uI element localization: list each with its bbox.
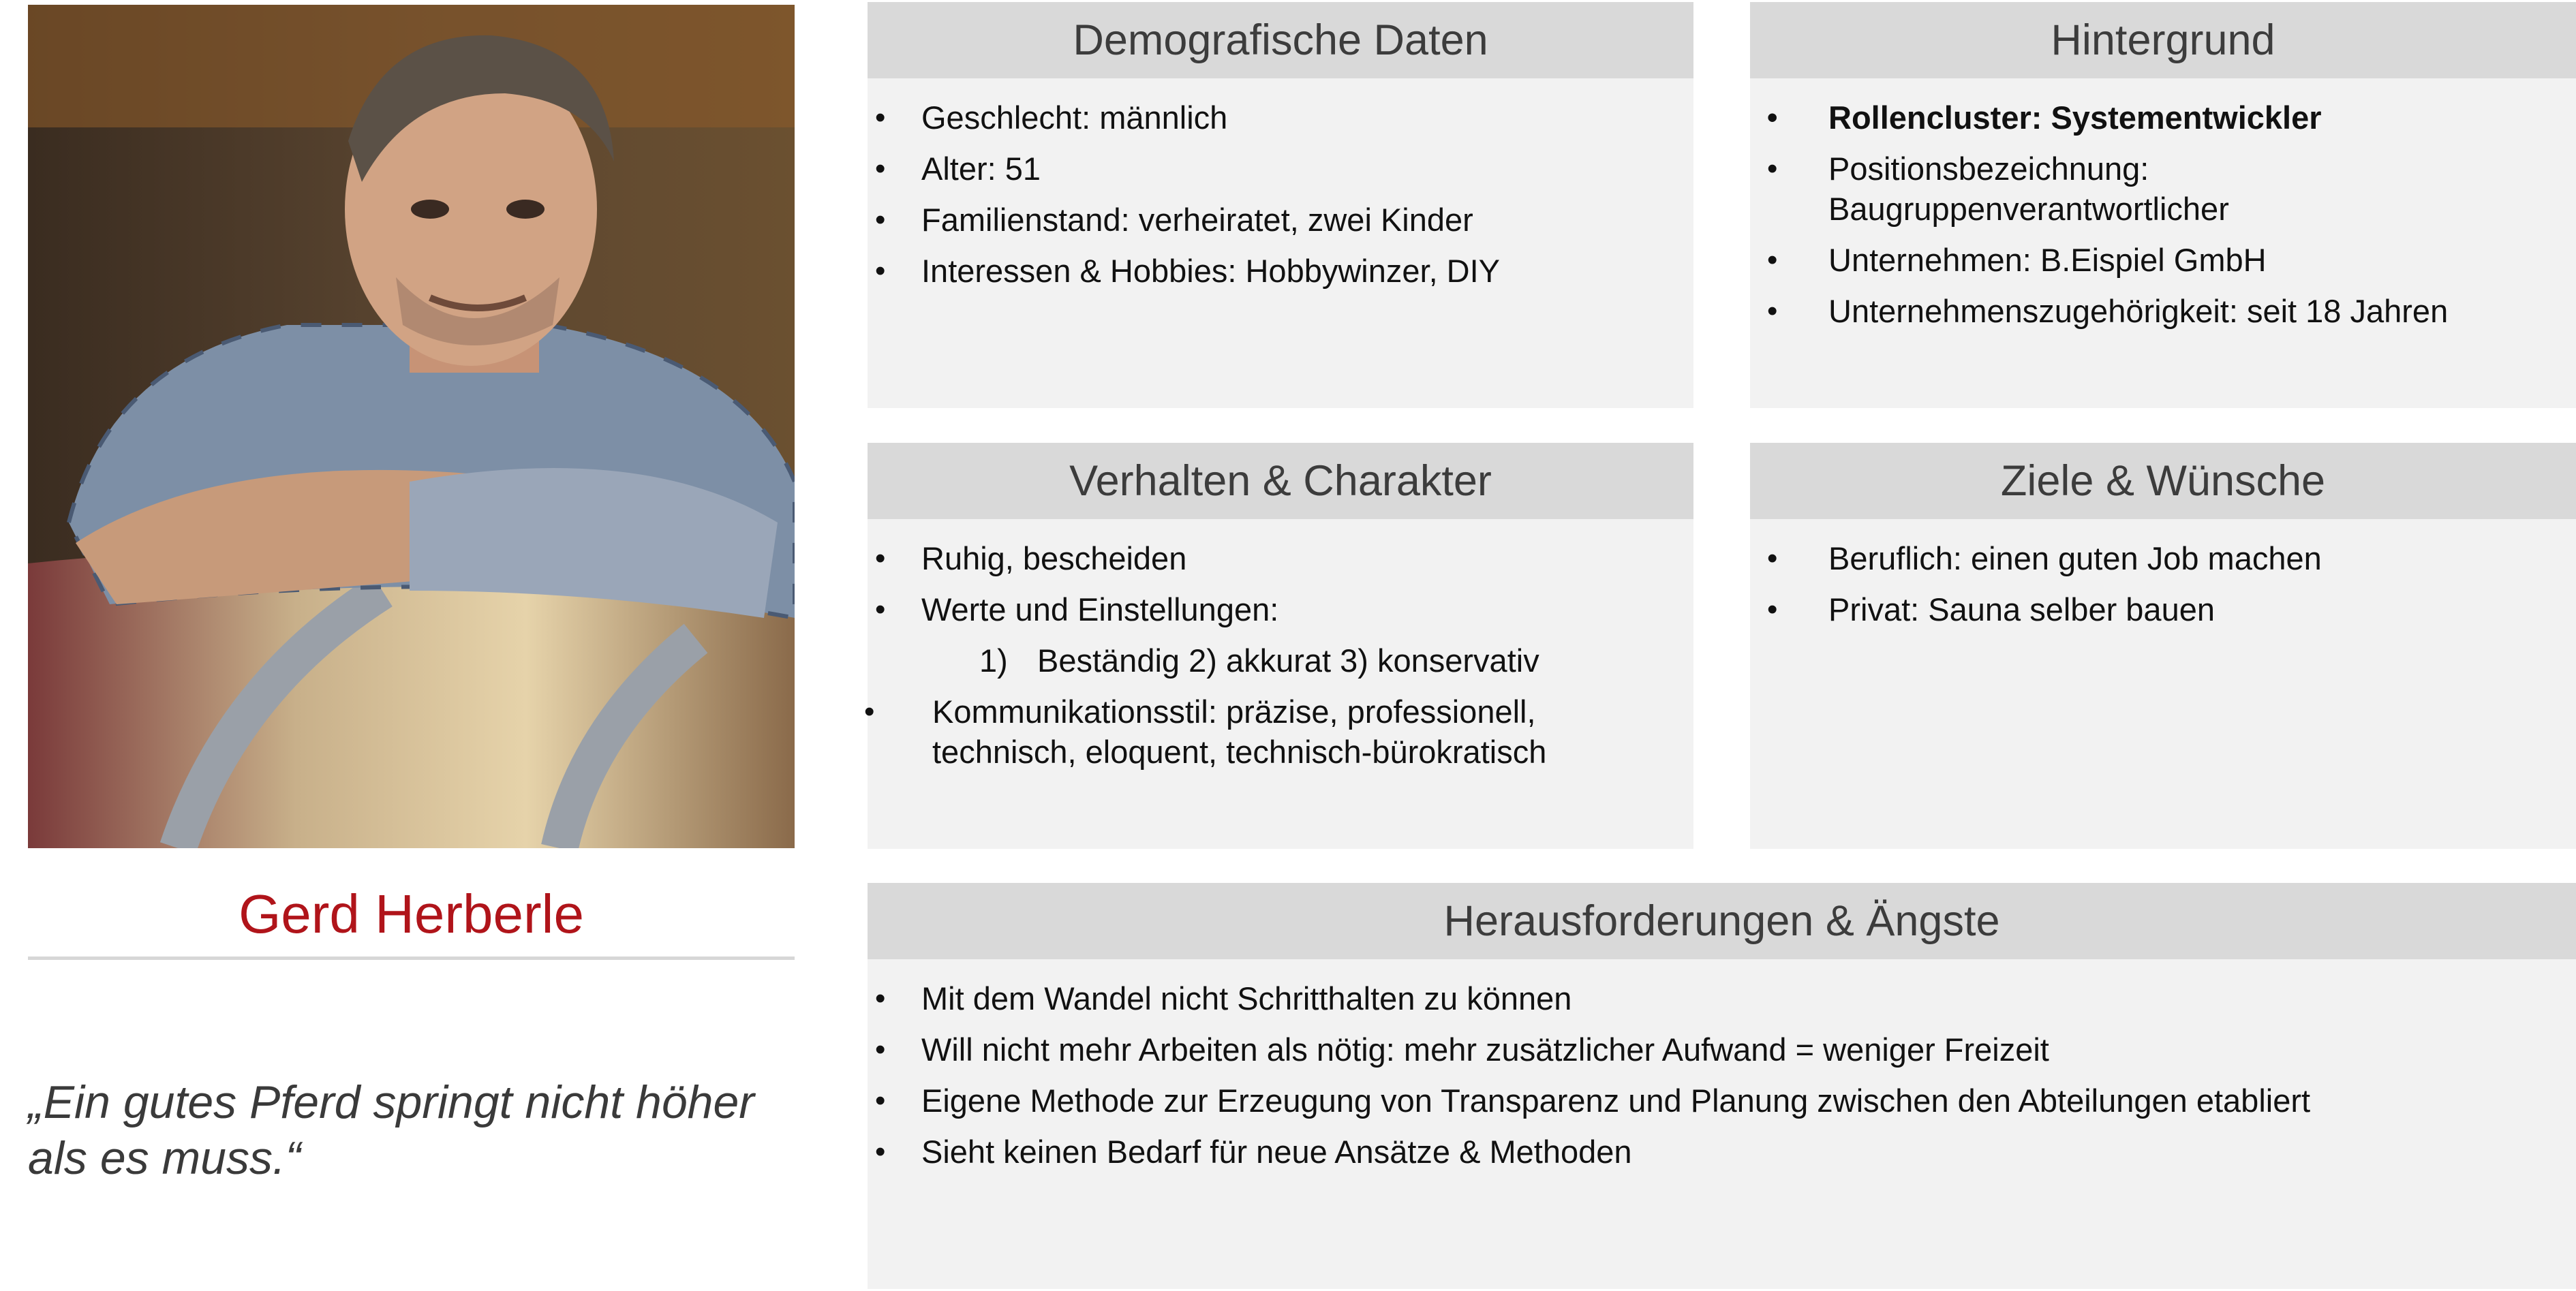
hintergrund-list <box>1767 97 2576 331</box>
list-item: • Kommunikationsstil: präzise, professionell, technisch, eloquent, technisch-bürokratisch <box>921 691 1586 772</box>
persona-photo <box>28 5 795 848</box>
panel-title: Ziele & Wünsche <box>1750 443 2576 519</box>
bullet-icon: • <box>1767 243 1778 277</box>
panel-hintergrund <box>1750 2 2576 408</box>
bullet-icon: • <box>864 695 875 728</box>
bullet-icon: • <box>875 542 886 575</box>
verhalten-list <box>864 538 1693 772</box>
bullet-icon: • <box>875 101 886 134</box>
bullet-icon: • <box>875 254 886 287</box>
list-item: • Unternehmenszugehörigkeit: seit 18 Jahren <box>1828 291 2576 331</box>
list-item: • Geschlecht: männlich <box>921 97 1693 138</box>
list-item: • Familienstand: verheiratet, zwei Kinder <box>921 200 1693 240</box>
panel-ziele-wuensche <box>1750 443 2576 849</box>
list-item: • Rollencluster: Systementwickler <box>1828 97 2576 138</box>
bullet-icon: • <box>875 982 886 1015</box>
panel-verhalten-charakter <box>864 443 1693 849</box>
panel-title: Demografische Daten <box>868 2 1693 78</box>
persona-quote: „Ein gutes Pferd springt nicht höher als es muss.“ <box>28 1076 754 1184</box>
bullet-icon: • <box>875 152 886 185</box>
panel-demografische-daten <box>868 2 1693 408</box>
panel-title: Herausforderungen & Ängste <box>868 883 2576 959</box>
panel-title: Verhalten & Charakter <box>868 443 1693 519</box>
name-divider <box>28 956 795 960</box>
list-item: • Privat: Sauna selber bauen <box>1828 589 2576 629</box>
bullet-icon: • <box>875 203 886 236</box>
list-item: • Sieht keinen Bedarf für neue Ansätze & Methoden <box>921 1132 2576 1172</box>
bullet-icon: • <box>1767 152 1778 185</box>
list-item: • Werte und Einstellungen: <box>921 589 1693 629</box>
list-item: • Will nicht mehr Arbeiten als nötig: mehr zusätzlicher Aufwand = weniger Freizeit <box>921 1029 2576 1070</box>
bullet-icon: • <box>875 1135 886 1168</box>
herausforderungen-list <box>875 978 2576 1172</box>
bullet-icon: • <box>1767 593 1778 626</box>
bullet-icon: • <box>1767 294 1778 328</box>
list-item: • Mit dem Wandel nicht Schritthalten zu können <box>921 978 2576 1018</box>
list-item: • Alter: 51 <box>921 149 1693 189</box>
numbered-item: 1) Beständig 2) akkurat 3) konservativ <box>979 642 1539 679</box>
bullet-icon: • <box>875 593 886 626</box>
list-item: • Eigene Methode zur Erzeugung von Transparenz und Planung zwischen den Abteilungen etabliert <box>921 1080 2576 1121</box>
panel-herausforderungen-aengste <box>868 883 2576 1289</box>
list-item: • Interessen & Hobbies: Hobbywinzer, DIY <box>921 251 1693 291</box>
list-item: • Positionsbezeichnung: Baugruppenverantwortlicher <box>1828 149 2251 229</box>
ziele-list <box>1767 538 2576 629</box>
list-item: • Ruhig, bescheiden <box>921 538 1693 578</box>
bullet-icon: • <box>875 1084 886 1117</box>
demografie-list <box>875 97 1693 291</box>
bullet-icon: • <box>875 1033 886 1066</box>
persona-name: Gerd Herberle <box>239 884 584 944</box>
list-item: • Beruflich: einen guten Job machen <box>1828 538 2576 578</box>
bullet-icon: • <box>1767 542 1778 575</box>
panel-title: Hintergrund <box>1750 2 2576 78</box>
bullet-icon: • <box>1767 101 1778 134</box>
portrait-illustration <box>28 5 795 848</box>
list-item: • Unternehmen: B.Eispiel GmbH <box>1828 240 2576 280</box>
